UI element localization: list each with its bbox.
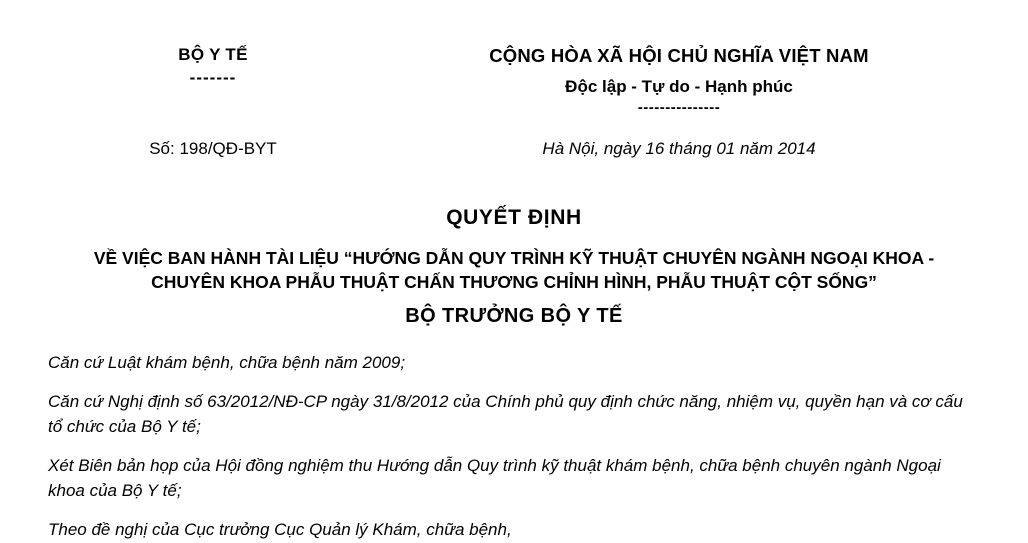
body-paragraph: Theo đề nghị của Cục trưởng Cục Quản lý Khám, chữa bệnh, xyxy=(48,520,512,540)
document-place-date: Hà Nội, ngày 16 tháng 01 năm 2014 xyxy=(542,139,816,159)
issuing-organization-name: BỘ Y TẾ xyxy=(178,45,248,64)
motto-divider: --------------- xyxy=(637,99,721,117)
document-body xyxy=(48,351,980,543)
national-motto: Độc lập - Tự do - Hạnh phúc xyxy=(565,77,793,97)
document-subheader xyxy=(48,138,980,160)
document-number: Số: 198/QĐ-BYT xyxy=(149,139,277,159)
organization-divider: ------- xyxy=(189,68,237,88)
document-subject-title: VỀ VIỆC BAN HÀNH TÀI LIỆU “HƯỚNG DẪN QUY TRÌNH KỸ THUẬT CHUYÊN NGÀNH NGOẠI KHOA - CHUYÊN KHOA PHẪU THUẬT CHẤN THƯƠNG CHỈNH HÌNH, PHẪU THUẬT CỘT SỐNG” xyxy=(93,247,935,293)
body-paragraph: Căn cứ Luật khám bệnh, chữa bệnh năm 2009; xyxy=(48,353,406,373)
signer-title: BỘ TRƯỞNG BỘ Y TẾ xyxy=(405,305,623,328)
body-paragraph: Xét Biên bản họp của Hội đồng nghiệm thu Hướng dẫn Quy trình kỹ thuật khám bệnh, chữa bệnh chuyên ngành Ngoại khoa của Bộ Y tế; xyxy=(48,456,941,501)
document-title-block xyxy=(48,204,980,329)
document-type-title: QUYẾT ĐỊNH xyxy=(446,206,582,230)
issuing-organization-block xyxy=(48,34,378,88)
national-heading-block xyxy=(378,34,980,116)
document-header xyxy=(48,34,980,116)
national-name: CỘNG HÒA XÃ HỘI CHỦ NGHĨA VIỆT NAM xyxy=(489,45,869,66)
body-paragraph: Căn cứ Nghị định số 63/2012/NĐ-CP ngày 31/8/2012 của Chính phủ quy định chức năng, nhiệm vụ, quyền hạn và cơ cấu tổ chức của Bộ Y tế; xyxy=(48,392,963,437)
